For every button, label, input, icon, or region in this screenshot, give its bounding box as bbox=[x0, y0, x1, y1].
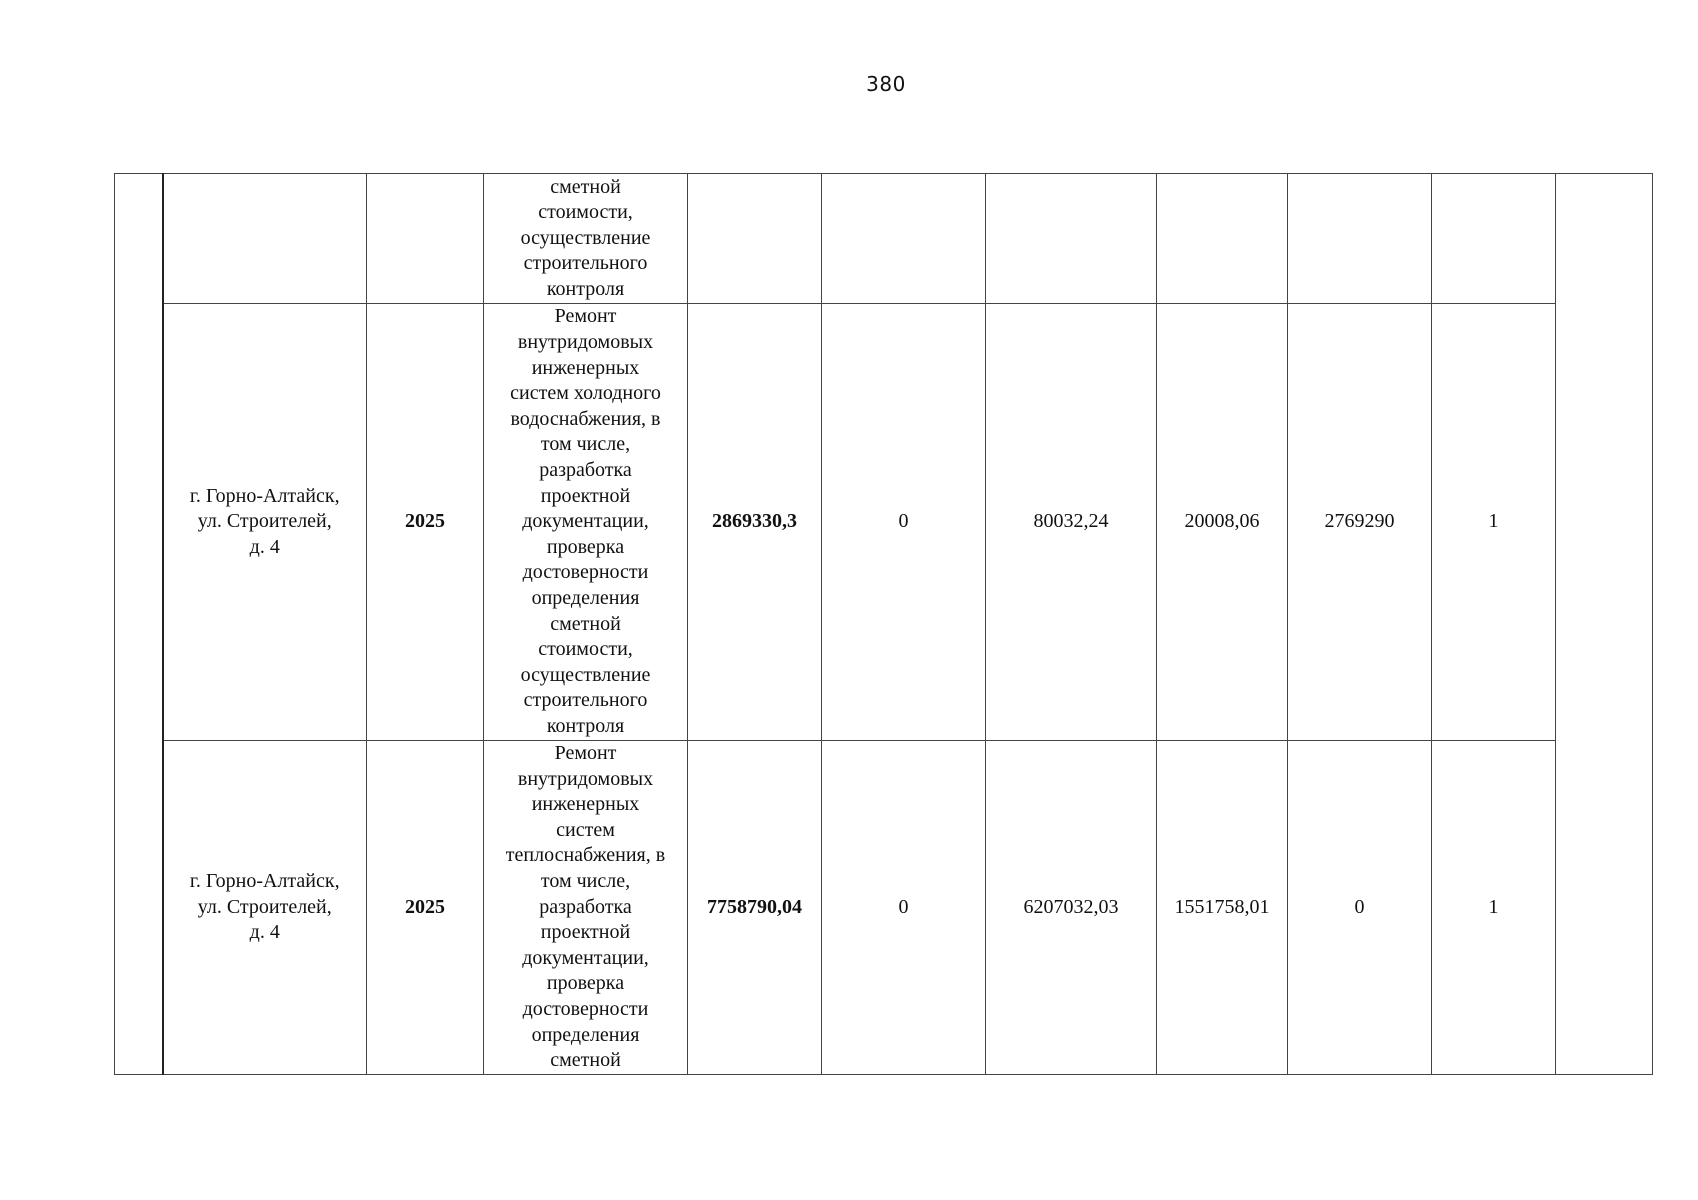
table-row bbox=[115, 174, 1653, 304]
address-cell: г. Горно-Алтайск, ул. Строителей, д. 4 bbox=[163, 741, 367, 1075]
funding-cell-2: 6207032,03 bbox=[986, 741, 1157, 1075]
year-cell bbox=[367, 174, 484, 304]
page-number: 380 bbox=[866, 72, 906, 96]
funding-cell-4: 2769290 bbox=[1288, 304, 1432, 741]
year-cell: 2025 bbox=[367, 741, 484, 1075]
address-cell bbox=[163, 174, 367, 304]
funding-cell-3 bbox=[1157, 174, 1288, 304]
funding-cell-4: 0 bbox=[1288, 741, 1432, 1075]
funding-cell-1: 0 bbox=[822, 304, 986, 741]
table-row bbox=[115, 304, 1653, 741]
count-cell: 1 bbox=[1432, 304, 1556, 741]
total-cost-cell: 7758790,04 bbox=[688, 741, 822, 1075]
works-table bbox=[114, 173, 1653, 1075]
total-cost-cell: 2869330,3 bbox=[688, 304, 822, 741]
funding-cell-2: 80032,24 bbox=[986, 304, 1157, 741]
count-cell bbox=[1432, 174, 1556, 304]
count-cell: 1 bbox=[1432, 741, 1556, 1075]
funding-cell-1 bbox=[822, 174, 986, 304]
funding-cell-4 bbox=[1288, 174, 1432, 304]
row-number-cell bbox=[115, 174, 163, 1075]
table-row bbox=[115, 741, 1653, 1075]
work-description-cell: сметной стоимости, осуществление строительного контроля bbox=[484, 174, 688, 304]
funding-cell-2 bbox=[986, 174, 1157, 304]
work-description-cell: Ремонт внутридомовых инженерных систем теплоснабжения, в том числе, разработка проектной документации, проверка достоверности определения сметной bbox=[484, 741, 688, 1075]
work-description-cell: Ремонт внутридомовых инженерных систем холодного водоснабжения, в том числе, разработка проектной документации, проверка достоверности определения сметной стоимости, осуществление строительного контроля bbox=[484, 304, 688, 741]
funding-cell-3: 20008,06 bbox=[1157, 304, 1288, 741]
address-cell: г. Горно-Алтайск, ул. Строителей, д. 4 bbox=[163, 304, 367, 741]
funding-cell-1: 0 bbox=[822, 741, 986, 1075]
funding-cell-3: 1551758,01 bbox=[1157, 741, 1288, 1075]
right-margin-cell bbox=[1556, 174, 1653, 1075]
total-cost-cell bbox=[688, 174, 822, 304]
year-cell: 2025 bbox=[367, 304, 484, 741]
